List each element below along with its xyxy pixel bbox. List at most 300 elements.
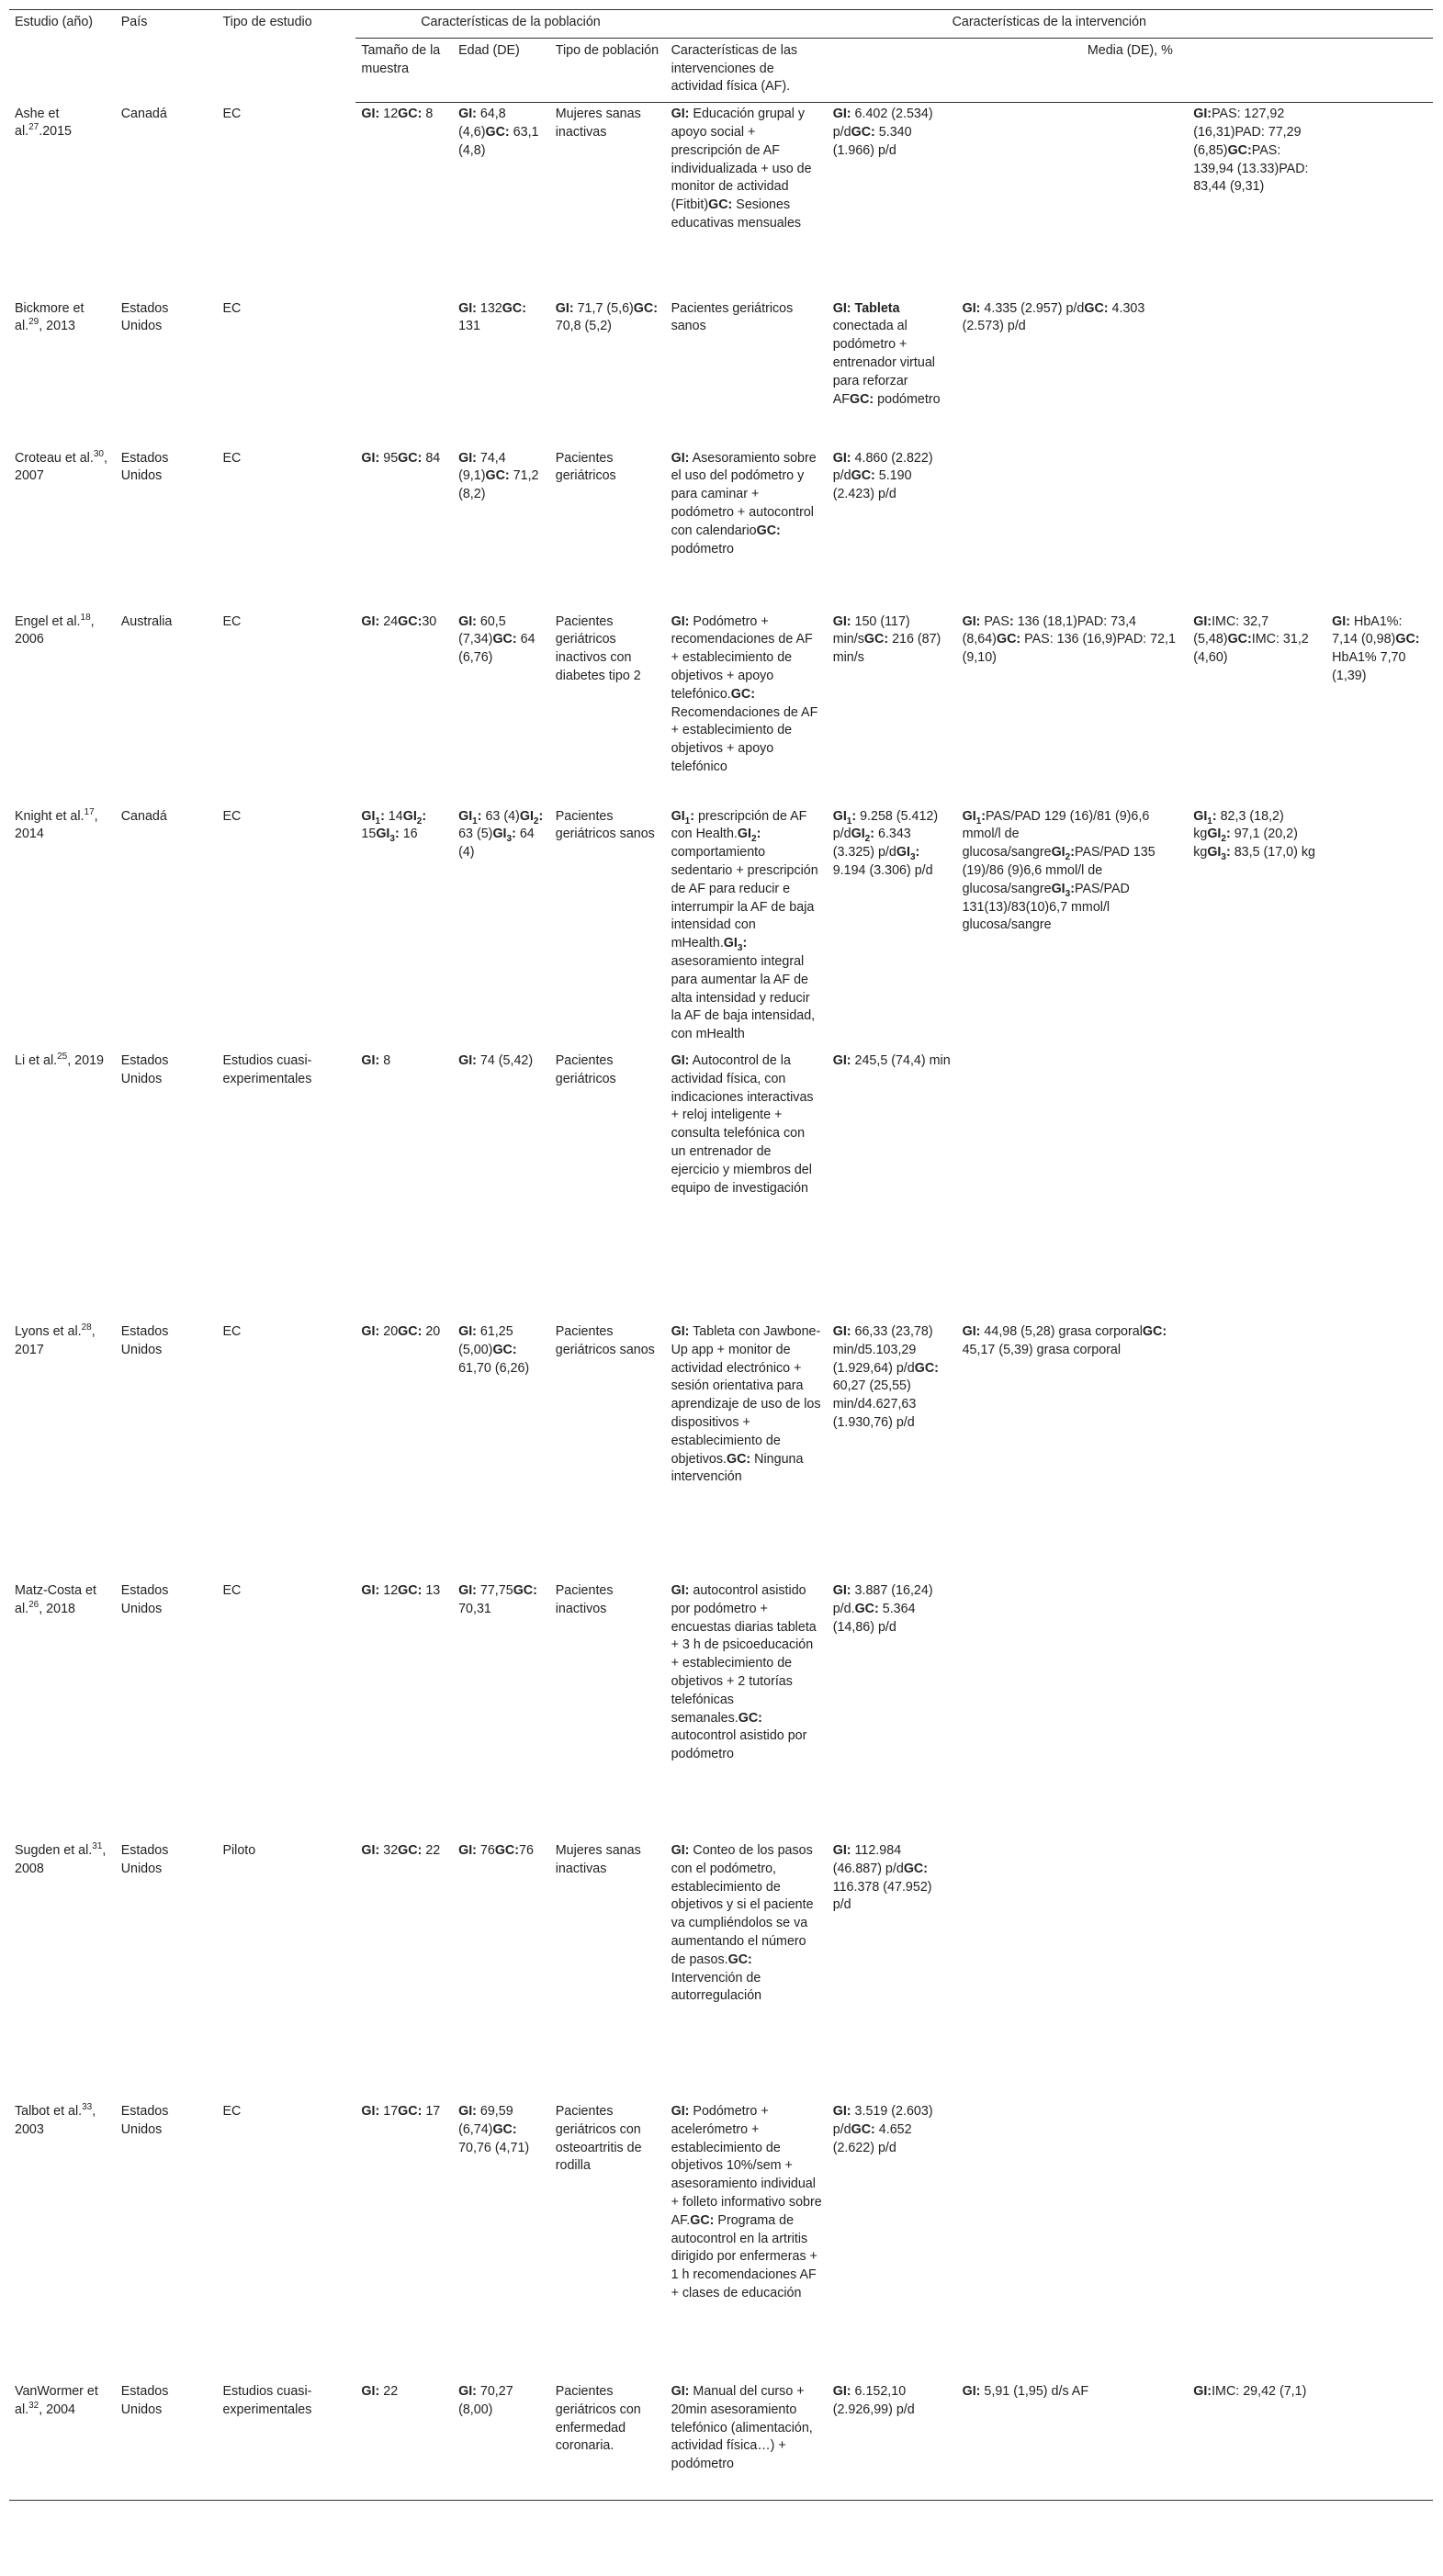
cell-pais	[116, 447, 218, 611]
cell-text: PAS: 136 (16,9)PAD: 72,1 (9,10)	[962, 632, 1176, 666]
cell-media-4	[1326, 611, 1433, 805]
cell-poblacion	[550, 2380, 666, 2500]
study-author: Knight et al.	[15, 808, 85, 824]
group-label: GI:	[671, 1583, 690, 1599]
cell-media-3	[1188, 805, 1326, 1050]
group-label: GC:	[1227, 632, 1252, 647]
group-index: 3	[389, 834, 395, 845]
study-reference: 28	[81, 1322, 92, 1333]
group-label: GI:	[458, 300, 477, 316]
group-index: 1	[975, 816, 982, 827]
cell-text: 61,25 (5,00)	[458, 1324, 513, 1357]
cell-text: 136 (18,1)PAD: 73,4 (8,64)	[962, 613, 1137, 647]
cell-media-4	[1326, 805, 1433, 1050]
cell-text: 13	[422, 1583, 441, 1599]
cell-text: 45,17 (5,39) grasa corporal	[962, 1342, 1122, 1357]
group-label: GI:	[962, 1324, 981, 1340]
cell-pais	[116, 103, 218, 298]
cell-media-4	[1326, 2100, 1433, 2380]
cell-text: 216 (87) min/s	[832, 632, 941, 666]
cell-tipo	[217, 1321, 355, 1580]
cell-text: 20	[422, 1324, 441, 1340]
cell-text: Piloto	[222, 1843, 256, 1859]
group-label: GI	[832, 808, 847, 824]
group-label: GC:	[851, 2121, 875, 2137]
cell-text: EC	[222, 300, 242, 316]
cell-text: 6.152,10 (2.926,99) p/d	[832, 2384, 915, 2417]
group-label: GC:	[726, 1451, 751, 1467]
header-pais: País	[116, 10, 218, 103]
cell-text: Pacientes geriátricos sanos	[555, 808, 655, 842]
group-index: 2	[533, 816, 539, 827]
cell-estudio	[9, 611, 116, 805]
cell-edad	[453, 1580, 550, 1839]
group-label: GC:	[690, 2212, 715, 2228]
cell-media-2	[957, 611, 1189, 805]
group-label: GC:	[756, 523, 781, 538]
cell-text: 63 (4)	[481, 808, 520, 824]
cell-tamano	[355, 1321, 453, 1580]
cell-text: 70,8 (5,2)	[555, 319, 612, 334]
cell-text: 245,5 (74,4) min	[851, 1053, 951, 1069]
group-label: GI:	[962, 2384, 981, 2400]
group-label: GI:	[671, 2384, 690, 2400]
cell-poblacion	[550, 1050, 666, 1321]
group-label: GI:	[361, 1843, 380, 1859]
study-year: , 2004	[39, 2402, 75, 2417]
group-label: GI:	[458, 2104, 477, 2120]
cell-media-1	[828, 1580, 957, 1839]
table-row	[9, 611, 1433, 805]
group-label: GC:	[1142, 1324, 1167, 1340]
study-reference: 17	[84, 806, 95, 817]
cell-text: 8	[422, 107, 434, 122]
cell-text: PAS/PAD 131(13)/83(10)6,7 mmol/l glucosa/sangre	[962, 881, 1130, 933]
group-label: GC:	[996, 632, 1021, 647]
cell-media-2	[957, 1580, 1189, 1839]
group-label: GI	[458, 808, 473, 824]
group-label: GC:	[398, 613, 423, 629]
cell-media-3	[1188, 2380, 1326, 2500]
cell-text: IMC: 32,7 (5,48)	[1193, 613, 1269, 647]
cell-text: HbA1%: 7,14 (0,98)	[1332, 613, 1403, 647]
group-label: GI:	[832, 1053, 851, 1069]
group-label: GI:	[1193, 613, 1212, 629]
study-reference: 26	[28, 1600, 39, 1611]
cell-text: Pacientes geriátricos sanos	[555, 1324, 655, 1357]
cell-text: Pacientes geriátricos sanos	[671, 300, 794, 334]
cell-text: Mujeres sanas inactivas	[555, 107, 641, 140]
study-author: Sugden et al.	[15, 1843, 93, 1859]
group-label: GI:	[671, 613, 690, 629]
study-author: Lyons et al.	[15, 1324, 82, 1340]
cell-media-3	[1188, 2100, 1326, 2380]
cell-text: PAS/PAD 129 (16)/81 (9)6,6 mmol/l de glucosa/sangre	[962, 808, 1150, 861]
cell-estudio	[9, 447, 116, 611]
group-label: GI:	[361, 107, 380, 122]
study-reference: 33	[82, 2102, 93, 2113]
cell-tamano	[355, 298, 453, 447]
cell-text: Podómetro + recomendaciones de AF + establecimiento de objetivos + apoyo telefónico.	[671, 613, 813, 702]
cell-text: 63,1 (4,8)	[458, 124, 539, 158]
group-index: 2	[416, 816, 423, 827]
cell-media-2	[957, 447, 1189, 611]
group-label: GC:	[494, 1843, 520, 1859]
group-label: GC:	[492, 1342, 517, 1357]
group-label: GI:	[832, 613, 851, 629]
group-label: GI:	[458, 1053, 477, 1069]
cell-edad	[453, 447, 550, 611]
cell-text: PAS/PAD 135 (19)/86 (9)6,6 mmol/l de glucosa/sangre	[962, 845, 1156, 896]
header-caracteristicas-af: Características de las intervenciones de actividad física (AF).	[666, 38, 828, 102]
cell-poblacion	[550, 298, 666, 447]
cell-text: 64 (4)	[458, 827, 535, 861]
group-label: :	[394, 827, 400, 842]
cell-tipo	[217, 1050, 355, 1321]
cell-text: 9.258 (5.412) p/d	[832, 808, 939, 842]
cell-text: Estados Unidos	[120, 450, 169, 484]
table-row	[9, 103, 1433, 298]
cell-text: 16	[399, 827, 418, 842]
cell-text: Educación grupal y apoyo social + prescripción de AF individualizada + uso de monitor de actividad (Fitbit)	[671, 107, 812, 213]
group-label: GI:	[361, 2384, 380, 2400]
cell-text: 131	[458, 319, 480, 334]
cell-media-2	[957, 298, 1189, 447]
group-label: GI:	[458, 107, 477, 122]
cell-media-3	[1188, 298, 1326, 447]
study-author: VanWormer et al.	[15, 2384, 98, 2417]
group-label: GI:	[832, 1583, 851, 1599]
group-index: 1	[1207, 816, 1212, 827]
group-label: :	[981, 808, 986, 824]
group-label: GI	[896, 845, 910, 861]
cell-tamano	[355, 1839, 453, 2100]
group-label: GI	[737, 827, 751, 842]
group-label: GC:	[849, 391, 874, 407]
group-label: GC:	[1395, 632, 1420, 647]
cell-text: PAS	[980, 613, 1009, 629]
cell-poblacion	[550, 611, 666, 805]
cell-text: EC	[222, 1324, 242, 1340]
group-label: :	[538, 808, 544, 824]
cell-tipo	[217, 103, 355, 298]
group-index: 2	[751, 834, 757, 845]
cell-text: IMC: 29,42 (7,1)	[1212, 2384, 1307, 2400]
cell-media-3	[1188, 1321, 1326, 1580]
cell-intervencion	[666, 805, 828, 1050]
cell-text: Estados Unidos	[120, 1324, 169, 1357]
study-year: .2015	[39, 124, 73, 140]
cell-text: 112.984 (46.887) p/d	[832, 1843, 904, 1876]
study-author: Bickmore et al.	[15, 300, 85, 334]
table-row	[9, 447, 1433, 611]
cell-media-3	[1188, 1050, 1326, 1321]
cell-tamano	[355, 2380, 453, 2500]
cell-media-2	[957, 2100, 1189, 2380]
cell-poblacion	[550, 805, 666, 1050]
cell-text: autocontrol asistido por podómetro	[671, 1728, 807, 1762]
cell-text: Intervención de autorregulación	[671, 1970, 762, 2004]
cell-text: Pacientes inactivos	[555, 1583, 614, 1616]
cell-media-3	[1188, 1839, 1326, 2100]
cell-media-4	[1326, 1050, 1433, 1321]
group-label: :	[915, 845, 920, 861]
cell-media-4	[1326, 1839, 1433, 2100]
group-label: GC:	[738, 1710, 762, 1726]
cell-edad	[453, 298, 550, 447]
cell-media-1	[828, 611, 957, 805]
group-label: GI	[1051, 845, 1065, 861]
table-row	[9, 1580, 1433, 1839]
group-label: GI	[361, 808, 376, 824]
table-header	[9, 10, 1433, 103]
cell-text: 17	[422, 2104, 441, 2120]
cell-text: 71,7 (5,6)	[573, 300, 634, 316]
group-label: :	[742, 936, 748, 951]
cell-text: 6.402 (2.534) p/d	[832, 107, 933, 140]
cell-pais	[116, 298, 218, 447]
table-row	[9, 2100, 1433, 2380]
cell-intervencion	[666, 1050, 828, 1321]
group-index: 1	[684, 816, 691, 827]
cell-text: 4.652 (2.622) p/d	[832, 2121, 912, 2155]
cell-text: 60,5 (7,34)	[458, 613, 506, 647]
group-label: :	[1225, 827, 1231, 842]
group-label: GC:	[492, 632, 517, 647]
study-author: Ashe et al.	[15, 106, 60, 140]
group-label: GI	[376, 827, 390, 842]
group-label: GI	[671, 808, 685, 824]
document	[9, 9, 1433, 2501]
cell-text: 63 (5)	[458, 827, 493, 842]
group-label: :	[756, 827, 761, 842]
group-label: GI	[1207, 827, 1222, 842]
group-label: GC:	[485, 468, 510, 484]
group-label: GI	[962, 808, 976, 824]
cell-text: Podómetro + acelerómetro + establecimiento de objetivos 10%/sem + asesoramiento individual + folleto informativo sobre AF.	[671, 2104, 822, 2228]
cell-text: podómetro	[671, 541, 734, 557]
group-label: GI:	[361, 450, 380, 466]
group-label: GI:	[832, 1324, 851, 1340]
group-label: GI:	[962, 300, 981, 316]
study-author: Engel et al.	[15, 613, 81, 629]
cell-text: autocontrol asistido por podómetro + encuestas diarias tableta + 3 h de psicoeducación + establecimiento de objetivos + 2 tutorías telefónicas semanales.	[671, 1583, 817, 1726]
group-label: GC:	[863, 632, 889, 647]
group-label: GI:	[962, 613, 981, 629]
cell-tamano	[355, 611, 453, 805]
group-label: GI:	[361, 1324, 380, 1340]
cell-text: Estados Unidos	[120, 2104, 169, 2137]
group-label: GC:	[730, 686, 755, 702]
study-reference: 27	[28, 122, 39, 133]
cell-text: 14	[384, 808, 403, 824]
header-tipo-poblacion: Tipo de población	[550, 38, 666, 102]
cell-media-2	[957, 805, 1189, 1050]
group-label: :	[512, 827, 516, 842]
group-label: :	[1070, 845, 1075, 861]
cell-intervencion	[666, 611, 828, 805]
group-label: GC:	[398, 450, 423, 466]
study-reference: 30	[93, 448, 104, 459]
cell-text: Tableta con Jawbone-Up app + monitor de actividad electrónico + sesión orientativa para aprendizaje de uso de los dispositivos + establecimiento de objetivos.	[671, 1324, 821, 1467]
cell-poblacion	[550, 1839, 666, 2100]
group-label: :	[422, 808, 427, 824]
group-label: GI:	[671, 450, 690, 466]
study-reference: 31	[92, 1841, 103, 1852]
header-poblacion-group: Características de la población	[355, 10, 665, 39]
group-label: GC:	[398, 1583, 423, 1599]
cell-text: Mujeres sanas inactivas	[555, 1843, 641, 1876]
cell-text: EC	[222, 2104, 242, 2120]
study-reference: 25	[57, 1052, 68, 1063]
group-label: GI:	[832, 2104, 851, 2120]
cell-text: HbA1% 7,70 (1,39)	[1332, 650, 1406, 684]
cell-text: Programa de autocontrol en la artritis dirigido por enfermeras + 1 h recomendaciones AF + clases de educación	[671, 2212, 817, 2301]
group-label: :	[1009, 613, 1014, 629]
group-label: GI:	[555, 300, 574, 316]
cell-pais	[116, 1321, 218, 1580]
cell-media-2	[957, 103, 1189, 298]
cell-estudio	[9, 2380, 116, 2500]
cell-text: 22	[422, 1843, 441, 1859]
cell-text: Estados Unidos	[120, 2384, 169, 2417]
cell-pais	[116, 805, 218, 1050]
group-label: GI:	[458, 1583, 477, 1599]
cell-text: 64 (6,76)	[458, 632, 535, 666]
cell-pais	[116, 2100, 218, 2380]
group-label: :	[1212, 808, 1217, 824]
group-label: GI:	[361, 2104, 380, 2120]
cell-tipo	[217, 2100, 355, 2380]
cell-edad	[453, 1839, 550, 2100]
table-row	[9, 298, 1433, 447]
group-label: GI:	[458, 613, 477, 629]
cell-text: 74,4 (9,1)	[458, 450, 506, 484]
cell-text: asesoramiento integral para aumentar la AF de alta intensidad y reducir la AF de baja intensidad, con mHealth	[671, 954, 816, 1042]
group-label: GC:	[914, 1360, 939, 1376]
cell-text: Estados Unidos	[120, 300, 169, 334]
cell-text: EC	[222, 450, 242, 466]
cell-text: 70,27 (8,00)	[458, 2384, 513, 2417]
group-label: :	[1070, 881, 1075, 896]
cell-text: 60,27 (25,55) min/d4.627,63 (1.930,76) p/d	[832, 1378, 917, 1431]
group-label: GI:	[361, 613, 380, 629]
cell-media-1	[828, 1050, 957, 1321]
cell-text: 12	[379, 107, 399, 122]
cell-media-1	[828, 298, 957, 447]
cell-intervencion	[666, 2380, 828, 2500]
group-label: GI	[1207, 845, 1222, 861]
cell-text: 5.340 (1.966) p/d	[832, 124, 912, 158]
group-label: GC:	[727, 1952, 752, 1967]
group-label: GI:	[832, 1843, 851, 1859]
cell-tamano	[355, 1580, 453, 1839]
cell-tamano	[355, 805, 453, 1050]
group-label: GC:	[851, 468, 875, 484]
cell-poblacion	[550, 103, 666, 298]
cell-text: Manual del curso + 20min asesoramiento telefónico (alimentación, actividad física…) + podómetro	[671, 2384, 813, 2472]
group-label: GC:	[398, 107, 423, 122]
cell-text: EC	[222, 613, 242, 629]
cell-text: 82,3 (18,2) kg	[1193, 808, 1284, 842]
group-label: GC:	[1227, 142, 1252, 158]
cell-text: conectada al podómetro + entrenador virtual para reforzar AF	[832, 319, 935, 407]
cell-text: Recomendaciones de AF + establecimiento de objetivos + apoyo telefónico	[671, 704, 818, 775]
group-label: GC:	[485, 124, 510, 140]
table-body	[9, 103, 1433, 2500]
cell-media-3	[1188, 103, 1326, 298]
cell-text: podómetro	[874, 391, 941, 407]
group-label: GI:	[671, 1843, 690, 1859]
group-index: 2	[864, 834, 871, 845]
cell-text: prescripción de AF con Health.	[671, 808, 807, 842]
cell-text: 30	[422, 613, 437, 629]
cell-intervencion	[666, 2100, 828, 2380]
cell-edad	[453, 2100, 550, 2380]
cell-estudio	[9, 1580, 116, 1839]
cell-media-2	[957, 1839, 1189, 2100]
cell-estudio	[9, 2100, 116, 2380]
table-row	[9, 1839, 1433, 2100]
cell-tipo	[217, 2380, 355, 2500]
cell-media-4	[1326, 447, 1433, 611]
cell-media-3	[1188, 1580, 1326, 1839]
cell-estudio	[9, 298, 116, 447]
cell-tipo	[217, 447, 355, 611]
studies-table	[9, 9, 1433, 2501]
cell-text: 20	[379, 1324, 399, 1340]
study-author: Matz-Costa et al.	[15, 1583, 96, 1616]
group-label: GI:	[671, 2104, 690, 2120]
cell-text: 5,91 (1,95) d/s AF	[980, 2384, 1089, 2400]
cell-poblacion	[550, 1321, 666, 1580]
cell-media-2	[957, 2380, 1189, 2500]
cell-text: Pacientes geriátricos	[555, 450, 616, 484]
group-index: 3	[1065, 888, 1071, 899]
cell-intervencion	[666, 447, 828, 611]
group-label: GI	[519, 808, 534, 824]
group-label: GC:	[903, 1861, 929, 1876]
cell-estudio	[9, 103, 116, 298]
cell-tipo	[217, 805, 355, 1050]
group-label: GI:	[1332, 613, 1351, 629]
cell-media-4	[1326, 298, 1433, 447]
cell-edad	[453, 805, 550, 1050]
cell-text: 17	[379, 2104, 399, 2120]
cell-pais	[116, 1580, 218, 1839]
cell-media-1	[828, 2380, 957, 2500]
table-row	[9, 1321, 1433, 1580]
cell-text: 69,59 (6,74)	[458, 2104, 513, 2137]
group-index: 3	[506, 834, 513, 845]
cell-media-2	[957, 1050, 1189, 1321]
group-label: GC:	[398, 1324, 423, 1340]
header-tamano: Tamaño de la muestra	[355, 38, 453, 102]
group-label: GC:	[851, 124, 875, 140]
group-label: GI:	[671, 1324, 690, 1340]
group-index: 1	[375, 816, 381, 827]
study-year: , 2007	[15, 450, 107, 484]
cell-media-2	[957, 1321, 1189, 1580]
cell-edad	[453, 611, 550, 805]
group-label: GI:	[361, 1053, 380, 1069]
group-index: 3	[1221, 852, 1226, 863]
cell-text: Pacientes geriátricos	[555, 1053, 616, 1086]
cell-text: Estados Unidos	[120, 1053, 169, 1086]
study-author: Croteau et al.	[15, 450, 94, 466]
cell-text: 3.887 (16,24) p/d.	[832, 1583, 933, 1616]
cell-text: EC	[222, 1583, 242, 1599]
